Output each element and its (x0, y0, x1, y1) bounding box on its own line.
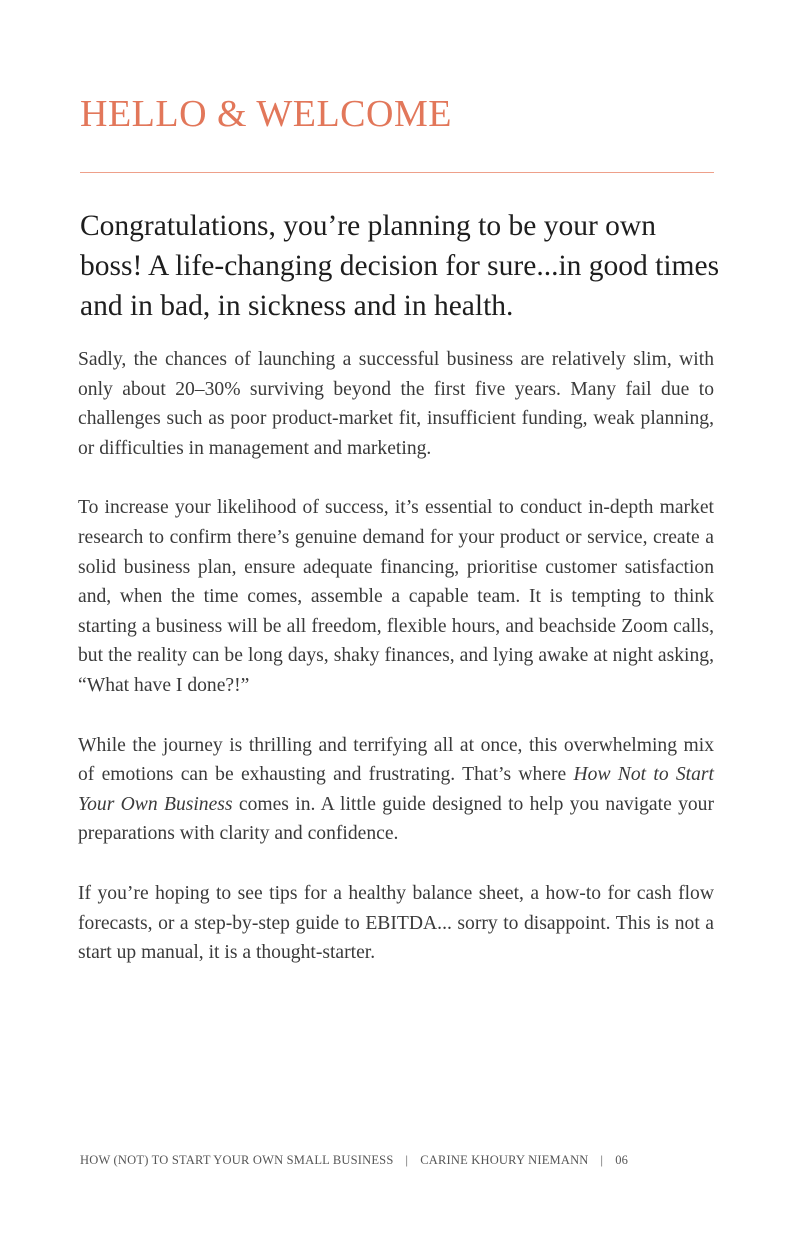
title-divider (80, 172, 714, 173)
body-text (78, 345, 714, 998)
paragraph-3 (78, 731, 714, 849)
footer-separator: | (600, 1153, 604, 1167)
page-title: HELLO & WELCOME (80, 93, 452, 135)
lead-paragraph: Congratulations, you’re planning to be your own boss! A life-changing decision for sure...in good times and in bad, in sickness and in health. (80, 210, 720, 322)
footer-separator: | (405, 1153, 409, 1167)
book-title-italic: How Not to Start Your Own Business (78, 764, 714, 815)
paragraph-4: If you’re hoping to see tips for a healthy balance sheet, a how-to for cash flow forecasts, or a step-by-step guide to EBITDA... sorry to disappoint. This is not a start up manual, it is a thought-starter. (78, 882, 714, 964)
paragraph-2: To increase your likelihood of success, it’s essential to conduct in-depth market research to confirm there’s genuine demand for your product or service, create a solid business plan, ensure adequate financing, prioritise customer satisfaction and, when the time comes, assemble a capable team. It is tempting to think starting a business will be all freedom, flexible hours, and beachside Zoom calls, but the reality can be long days, shaky finances, and lying awake at night asking, “What have I done?!” (78, 497, 714, 696)
paragraph-3-text-after: comes in. A little guide designed to help you navigate your preparations with clarity and confidence. (78, 793, 714, 845)
page-number: 06 (615, 1153, 629, 1167)
footer-book-title: HOW (NOT) TO START YOUR OWN SMALL BUSINESS (80, 1153, 394, 1167)
page-footer (80, 1153, 720, 1168)
paragraph-1: Sadly, the chances of launching a successful business are relatively slim, with only about 20–30% surviving beyond the first five years. Many fail due to challenges such as poor product-market fit, insufficient funding, weak planning, or difficulties in management and marketing. (78, 349, 714, 459)
footer-author: CARINE KHOURY NIEMANN (420, 1153, 589, 1167)
paragraph-3-text-before: While the journey is thrilling and terrifying all at once, this overwhelming mix of emotions can be exhausting and frustrating. That’s where (78, 734, 714, 786)
